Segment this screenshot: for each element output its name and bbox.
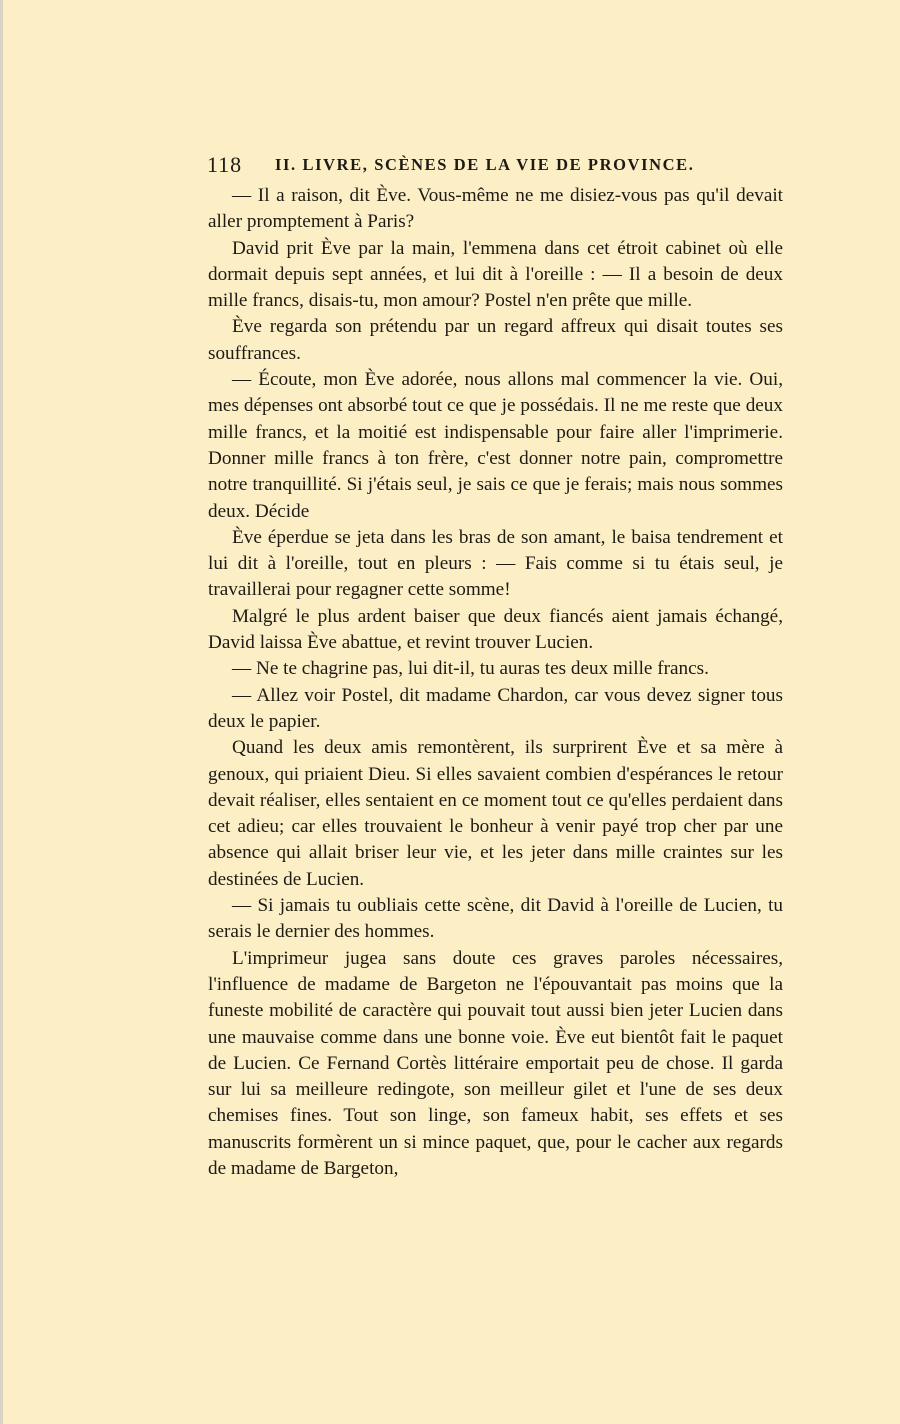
- paragraph: — Ne te chagrine pas, lui dit-il, tu auras tes deux mille francs.: [232, 658, 709, 680]
- paragraph: — Si jamais tu oubliais cette scène, dit David à l'oreille de Lucien, tu serais le dernier des hommes.: [208, 895, 783, 943]
- paragraph: L'imprimeur jugea sans doute ces graves paroles nécessaires, l'influence de madame de Bargeton ne l'épouvantait pas moins que la funeste mobilité de caractère qui pouvait tout aussi bien jeter Lucien dans une mauvaise comme dans une bonne voie. Ève eut bientôt fait le paquet de Lucien. Ce Fernand Cortès littéraire emportait peu de chose. Il garda sur lui sa meilleure redingote, son meilleur gilet et l'une de ses deux chemises fines. Tout son linge, son fameux habit, ses effets et ses manuscrits formèrent un si mince paquet, que, pour le cacher aux regards de madame de Bargeton,: [208, 947, 783, 1179]
- paragraph: — Allez voir Postel, dit madame Chardon, car vous devez signer tous deux le papier.: [208, 684, 783, 732]
- paragraph: Malgré le plus ardent baiser que deux fiancés aient jamais échangé, David laissa Ève abattue, et revint trouver Lucien.: [208, 605, 783, 654]
- paragraph: — Écoute, mon Ève adorée, nous allons mal commencer la vie. Oui, mes dépenses ont absorbé tout ce que je possédais. Il ne me reste que deux mille francs, et la moitié est indispensable pour faire aller l'imprimerie. Donner mille francs à ton frère, c'est donner notre pain, compromettre notre tranquillité. Si j'étais seul, je sais ce que je ferais; mais nous sommes deux. Décide: [208, 369, 783, 522]
- running-head: II. LIVRE, SCÈNES DE LA VIE DE PROVINCE.: [275, 155, 695, 174]
- paragraph: Ève regarda son prétendu par un regard affreux qui disait toutes ses souffrances.: [208, 316, 783, 364]
- page-number: 118: [207, 152, 243, 177]
- page-header: [207, 152, 787, 182]
- paragraph: Ève éperdue se jeta dans les bras de son amant, le baisa tendrement et lui dit à l'oreille, tout en pleurs : — Fais comme si tu étais seul, je travaillerai pour regagner cette somme!: [208, 526, 783, 601]
- body-text: [208, 183, 783, 1182]
- paragraph: David prit Ève par la main, l'emmena dans cet étroit cabinet où elle dormait depuis sept années, et lui dit à l'oreille : — Il a besoin de deux mille francs, disais-tu, mon amour? Postel n'en prête que mille.: [208, 237, 783, 312]
- paragraph: — Il a raison, dit Ève. Vous-même ne me disiez-vous pas qu'il devait aller promptement à Paris?: [208, 185, 783, 233]
- paragraph: Quand les deux amis remontèrent, ils surprirent Ève et sa mère à genoux, qui priaient Dieu. Si elles savaient combien d'espérances le retour devait réaliser, elles sentaient en ce moment tout ce qu'elles perdaient dans cet adieu; car elles trouvaient le bonheur à venir payé trop cher par une absence qui allait briser leur vie, et les jeter dans mille craintes sur les destinées de Lucien.: [208, 737, 783, 890]
